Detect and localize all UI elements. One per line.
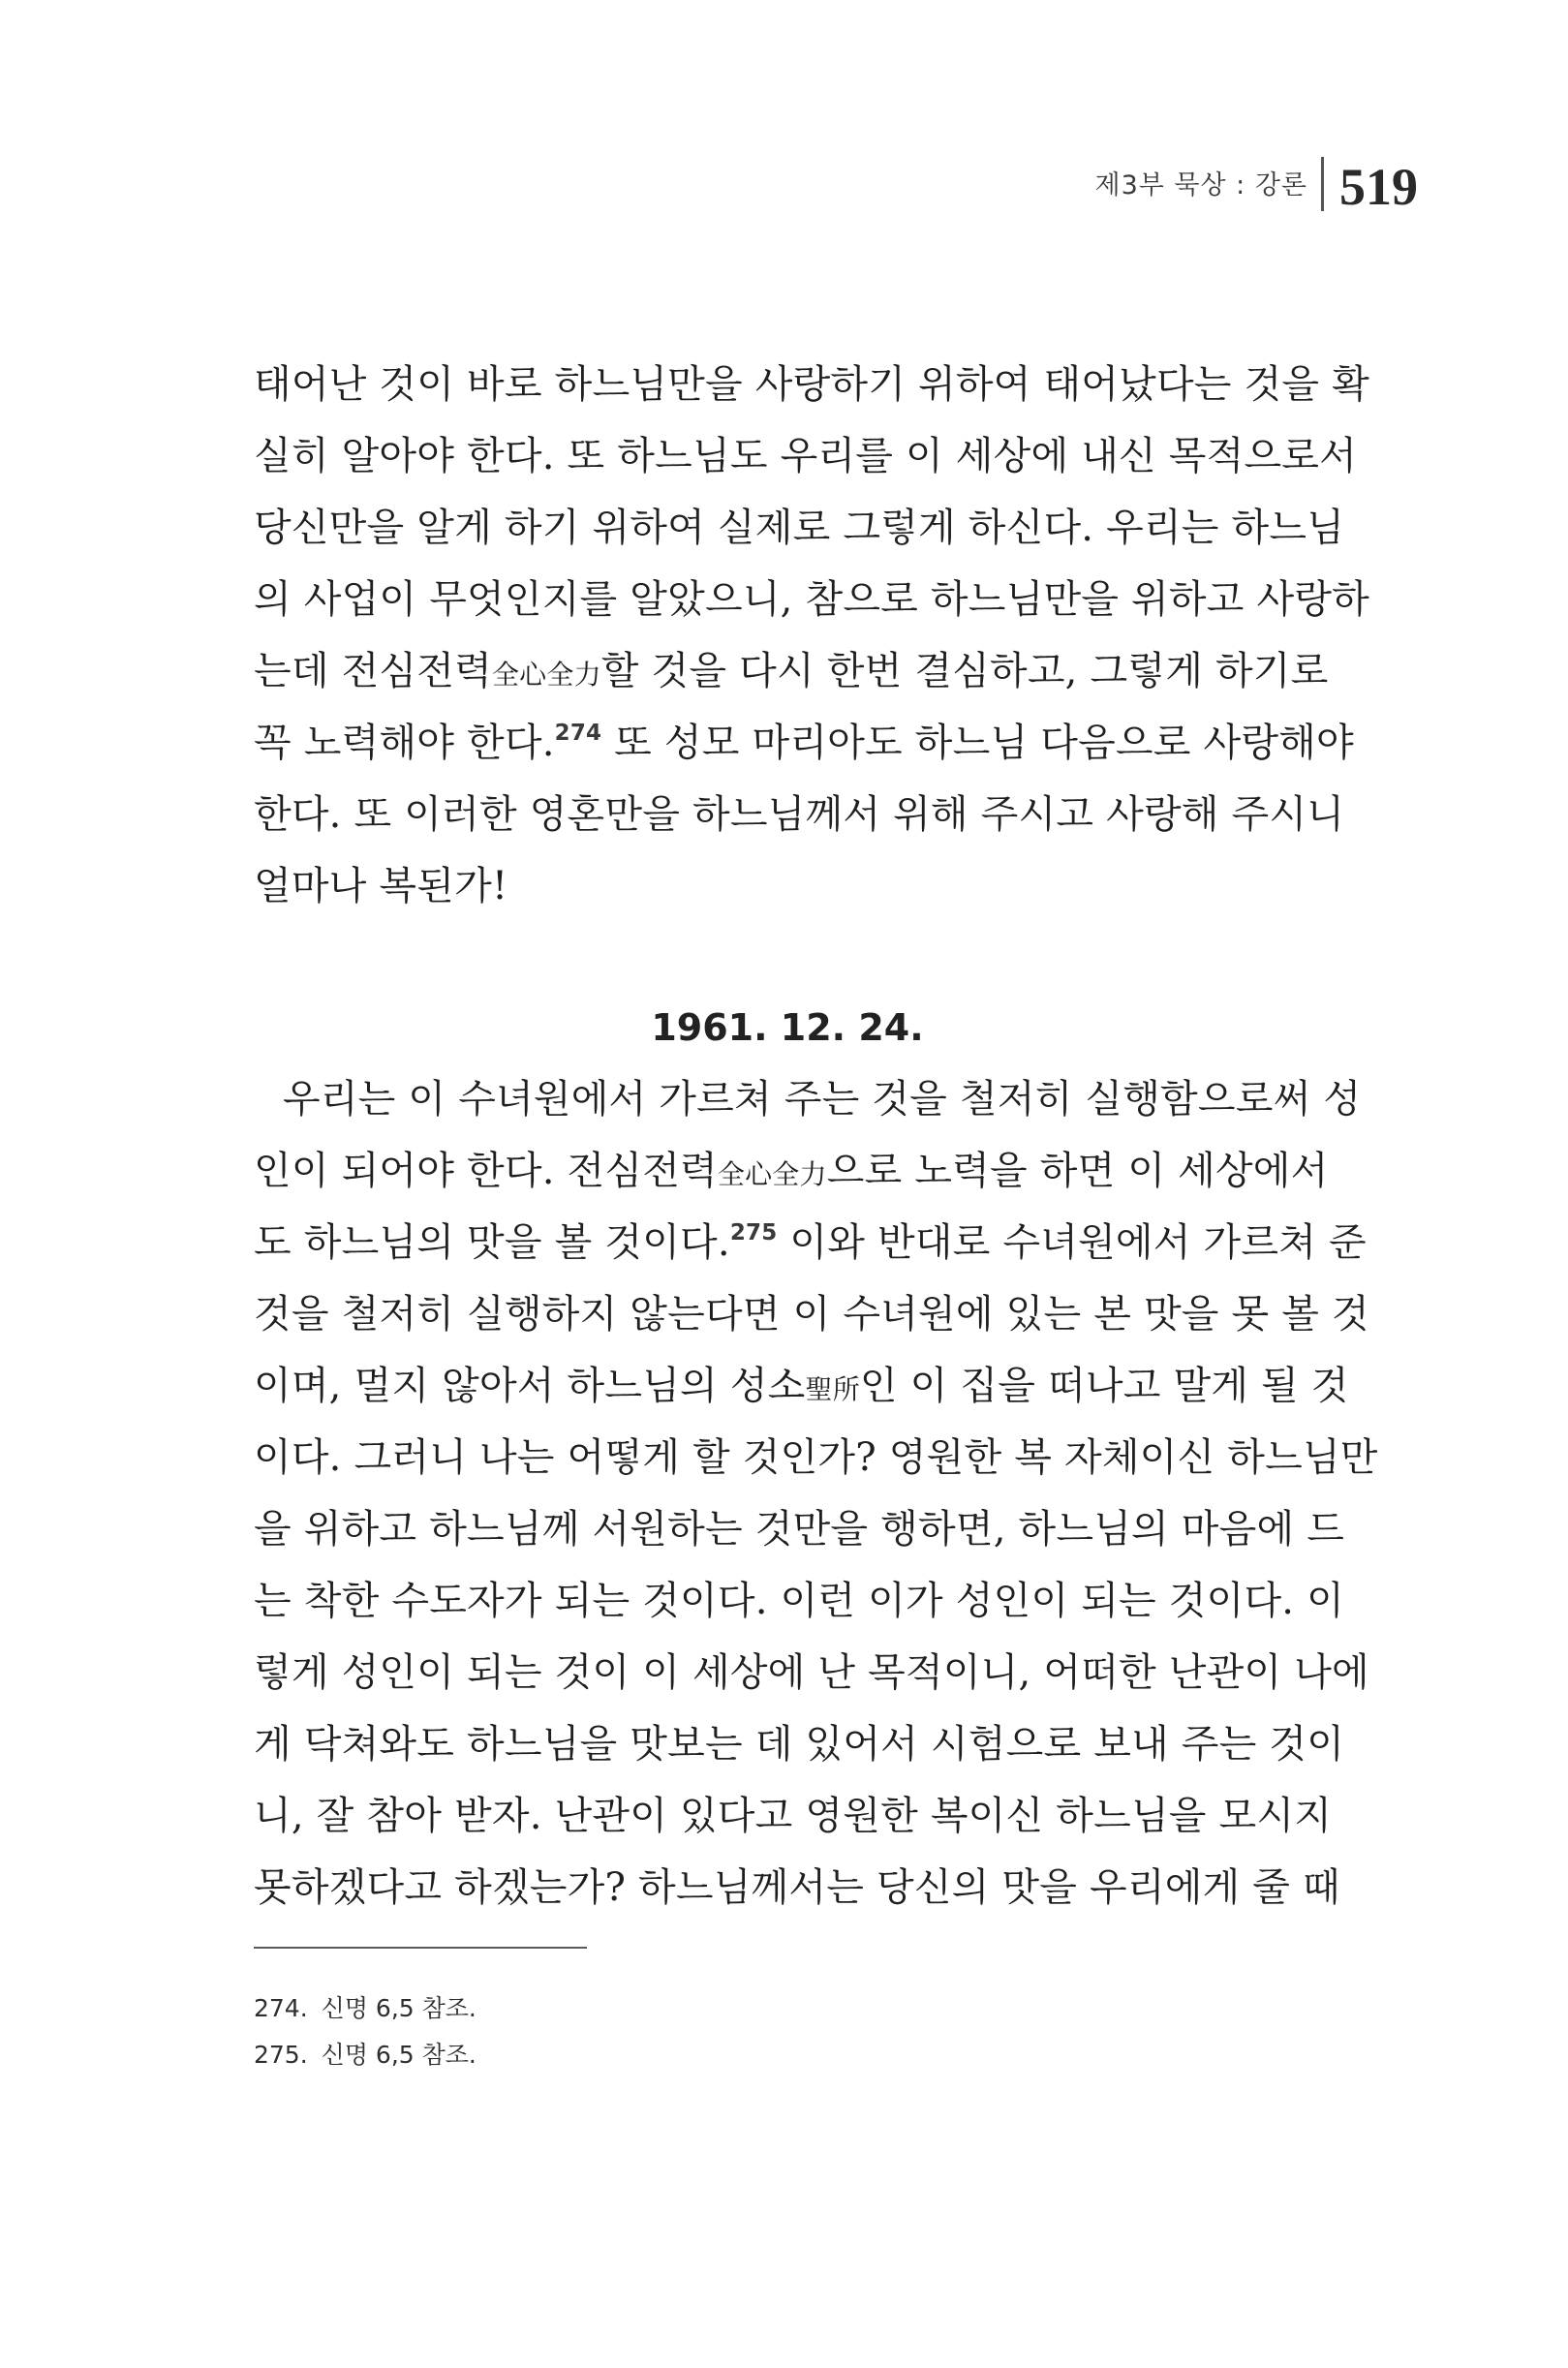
- paragraph-line: 태어난 것이 바로 하느님만을 사랑하기 위하여 태어났다는 것을 확: [254, 362, 1369, 407]
- page-number: 519: [1339, 158, 1418, 216]
- footnote-separator: [254, 1947, 587, 1949]
- text-segment: 꼭 노력해야 한다.: [254, 721, 555, 765]
- footnote-text: 신명 6,5 참조.: [321, 2041, 477, 2069]
- paragraph-line: [254, 1207, 1367, 1278]
- text-segment: 인이 되어야 한다. 전심전력: [254, 1149, 718, 1193]
- paragraph-line: 당신만을 알게 하기 위하여 실제로 그렇게 하신다. 우리는 하느님: [254, 506, 1345, 550]
- paragraph-line: 것을 철저히 실행하지 않는다면 이 수녀원에 있는 본 맛을 못 볼 것: [254, 1292, 1369, 1337]
- paragraph-line: 한다. 또 이러한 영혼만을 하느님께서 위해 주시고 사랑해 주시니: [254, 792, 1345, 837]
- paragraph-line: [254, 1135, 1329, 1207]
- footnotes: [254, 1985, 835, 2078]
- paragraph-line: 는 착한 수도자가 되는 것이다. 이런 이가 성인이 되는 것이다. 이: [254, 1579, 1344, 1623]
- text-segment: 할 것을 다시 한번 결심하고, 그렇게 하기로: [600, 649, 1329, 693]
- text-segment: 이며, 멀지 않아서 하느님의 성소: [254, 1364, 806, 1408]
- footnote-number: 275.: [254, 2041, 308, 2069]
- text-segment: 인 이 집을 떠나고 말게 될 것: [859, 1364, 1349, 1408]
- paragraph-line: [254, 707, 1354, 779]
- hanja-annotation: 聖所: [805, 1373, 860, 1405]
- text-segment: 는데 전심전력: [254, 649, 492, 693]
- header-divider: [1321, 157, 1324, 211]
- paragraph-line: 렇게 성인이 되는 것이 이 세상에 난 목적이니, 어떠한 난관이 나에: [254, 1650, 1369, 1695]
- paragraph-line: 우리는 이 수녀원에서 가르쳐 주는 것을 철저히 실행함으로써 성: [283, 1077, 1362, 1122]
- footnote-ref-274[interactable]: 274: [554, 721, 602, 746]
- text-segment: 이와 반대로 수녀원에서 가르쳐 준: [777, 1220, 1367, 1265]
- paragraph-line: 못하겠다고 하겠는가? 하느님께서는 당신의 맛을 우리에게 줄 때: [254, 1865, 1340, 1910]
- paragraph-line: 니, 잘 참아 받자. 난관이 있다고 영원한 복이신 하느님을 모시지: [254, 1794, 1333, 1838]
- hanja-annotation: 全心全力: [717, 1158, 827, 1190]
- paragraph-1: [254, 349, 1369, 922]
- running-head: [1094, 145, 1418, 216]
- footnote-275: [254, 2032, 835, 2078]
- paragraph-line: 얼마나 복된가!: [254, 864, 508, 908]
- paragraph-line: [254, 635, 1329, 707]
- paragraph-line: 이다. 그러니 나는 어떻게 할 것인가? 영원한 복 자체이신 하느님만: [254, 1435, 1378, 1480]
- footnote-number: 274.: [254, 1994, 308, 2022]
- paragraph-2: [254, 1063, 1378, 1923]
- running-title: 제3부 묵상 : 강론: [1094, 170, 1307, 200]
- paragraph-line: 을 위하고 하느님께 서원하는 것만을 행하면, 하느님의 마음에 드: [254, 1507, 1345, 1552]
- text-segment: 또 성모 마리아도 하느님 다음으로 사랑해야: [601, 721, 1354, 765]
- footnote-text: 신명 6,5 참조.: [321, 1994, 477, 2022]
- footnote-274: [254, 1985, 835, 2032]
- hanja-annotation: 全心全力: [491, 659, 601, 691]
- paragraph-line: 게 닥쳐와도 하느님을 맛보는 데 있어서 시험으로 보내 주는 것이: [254, 1722, 1345, 1767]
- paragraph-line: [254, 1350, 1349, 1422]
- paragraph-line: 의 사업이 무엇인지를 알았으니, 참으로 하느님만을 위하고 사랑하: [254, 577, 1369, 622]
- text-segment: 도 하느님의 맛을 볼 것이다.: [254, 1220, 730, 1265]
- text-segment: 으로 노력을 하면 이 세상에서: [826, 1149, 1329, 1193]
- section-date-heading: 1961. 12. 24.: [651, 1006, 924, 1049]
- paragraph-line: 실히 알아야 한다. 또 하느님도 우리를 이 세상에 내신 목적으로서: [254, 434, 1357, 478]
- footnote-ref-275[interactable]: 275: [729, 1220, 778, 1246]
